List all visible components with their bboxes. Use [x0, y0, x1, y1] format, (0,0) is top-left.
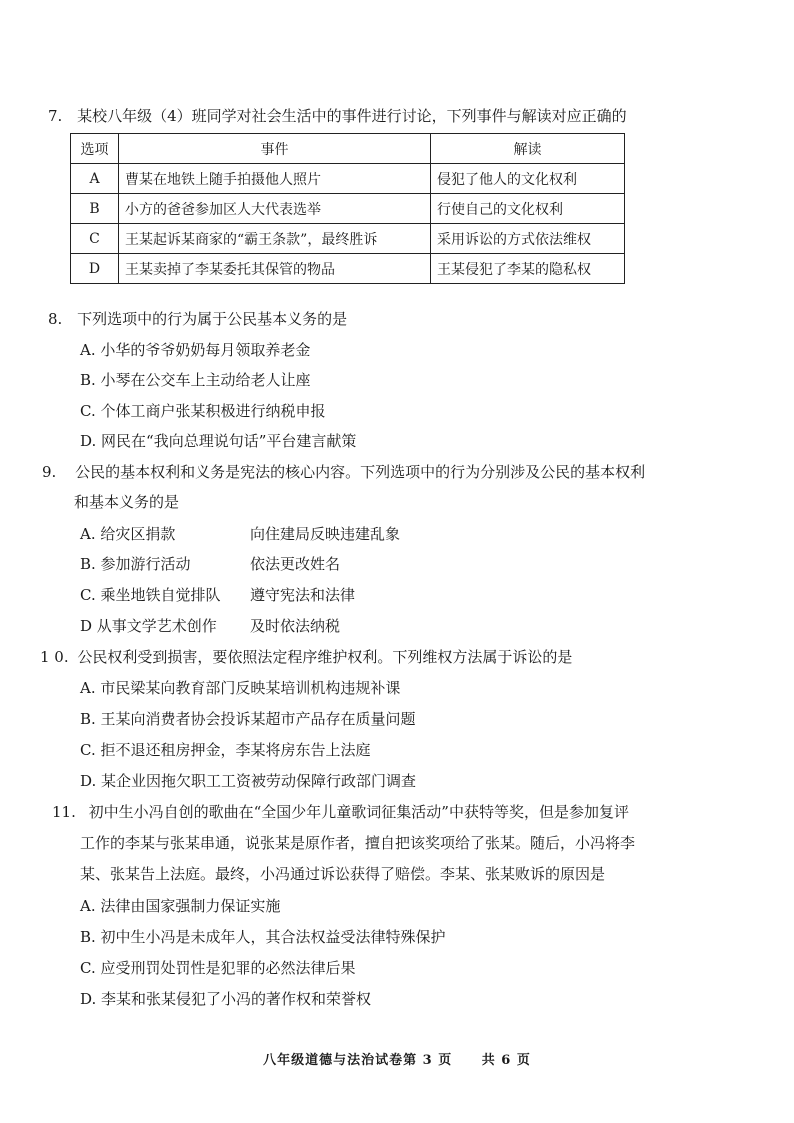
table-header-cell: 选项 — [71, 134, 119, 164]
option-right: 向住建局反映违建乱象 — [250, 525, 401, 543]
option-a — [80, 524, 401, 544]
option-a: A. 市民梁某向教育部门反映某培训机构违规补课 — [80, 679, 401, 697]
table-header-cell: 事件 — [119, 134, 431, 164]
option-right: 依法更改姓名 — [250, 555, 341, 573]
question-text-continued: 某、张某告上法庭。最终，小冯通过诉讼获得了赔偿。李某、张某败诉的原因是 — [80, 865, 606, 883]
option-left: B. 参加游行活动 — [80, 555, 191, 573]
option-b — [80, 554, 341, 574]
question-number: 7. — [48, 107, 63, 125]
option-d: D. 某企业因拖欠职工工资被劳动保障行政部门调查 — [80, 772, 417, 790]
table-cell: 曹某在地铁上随手拍摄他人照片 — [119, 164, 431, 194]
page-footer — [0, 1049, 794, 1068]
option-left: A. 给灾区捐款 — [80, 525, 176, 543]
question-11 — [52, 802, 629, 822]
table-cell: A — [71, 164, 119, 194]
question-number: 1 0. — [40, 648, 69, 666]
question-9 — [42, 462, 645, 482]
table-cell: 小方的爸爸参加区人大代表选举 — [119, 194, 431, 224]
option-c — [80, 585, 356, 605]
table-cell: 行使自己的文化权利 — [431, 194, 625, 224]
question-7-table — [70, 133, 625, 284]
table-cell: D — [71, 254, 119, 284]
option-c: C. 应受刑罚处罚性是犯罪的必然法律后果 — [80, 959, 356, 977]
question-8 — [48, 309, 347, 329]
question-text: 某校八年级（4）班同学对社会生活中的事件进行讨论，下列事件与解读对应正确的 — [77, 107, 627, 125]
option-right: 遵守宪法和法律 — [250, 586, 356, 604]
option-d — [80, 616, 341, 636]
question-text: 下列选项中的行为属于公民基本义务的是 — [77, 310, 348, 328]
table-cell: 侵犯了他人的文化权利 — [431, 164, 625, 194]
option-left: C. 乘坐地铁自觉排队 — [80, 586, 221, 604]
option-c: C. 个体工商户张某积极进行纳税申报 — [80, 402, 326, 420]
table-row — [71, 224, 625, 254]
table-cell: 王某卖掉了李某委托其保管的物品 — [119, 254, 431, 284]
question-text-continued: 工作的李某与张某串通，说张某是原作者，擅自把该奖项给了张某。随后，小冯将李 — [80, 834, 636, 852]
question-text: 公民权利受到损害，要依照法定程序维护权利。下列维权方法属于诉讼的是 — [77, 648, 573, 666]
question-number: 9. — [42, 463, 57, 481]
option-right: 及时依法纳税 — [250, 617, 341, 635]
table-cell: 王某侵犯了李某的隐私权 — [431, 254, 625, 284]
table-cell: B — [71, 194, 119, 224]
table-cell: 王某起诉某商家的“霸王条款”，最终胜诉 — [119, 224, 431, 254]
question-text: 初中生小冯自创的歌曲在“全国少年儿童歌词征集活动”中获特等奖，但是参加复评 — [88, 803, 629, 821]
option-b: B. 小琴在公交车上主动给老人让座 — [80, 371, 311, 389]
question-text: 公民的基本权利和义务是宪法的核心内容。下列选项中的行为分别涉及公民的基本权利 — [75, 463, 646, 481]
question-10 — [40, 647, 572, 667]
question-7 — [48, 106, 627, 126]
question-number: 11. — [52, 803, 76, 821]
table-header-row — [71, 134, 625, 164]
footer-total-pages: 共 6 页 — [481, 1053, 531, 1068]
option-b: B. 初中生小冯是未成年人，其合法权益受法律特殊保护 — [80, 928, 446, 946]
footer-title: 八年级道德与法治试卷第 3 页 — [263, 1053, 453, 1068]
table-row — [71, 164, 625, 194]
table-cell: 采用诉讼的方式依法维权 — [431, 224, 625, 254]
table-cell: C — [71, 224, 119, 254]
option-d: D. 李某和张某侵犯了小冯的著作权和荣誉权 — [80, 990, 372, 1008]
question-text-continued: 和基本义务的是 — [74, 493, 180, 511]
table-row — [71, 254, 625, 284]
option-b: B. 王某向消费者协会投诉某超市产品存在质量问题 — [80, 710, 416, 728]
option-a: A. 小华的爷爷奶奶每月领取养老金 — [80, 341, 311, 359]
table-row — [71, 194, 625, 224]
option-left: D 从事文学艺术创作 — [80, 617, 217, 635]
option-c: C. 拒不退还租房押金，李某将房东告上法庭 — [80, 741, 371, 759]
option-a: A. 法律由国家强制力保证实施 — [80, 897, 281, 915]
question-number: 8. — [48, 310, 63, 328]
table-header-cell: 解读 — [431, 134, 625, 164]
option-d: D. 网民在“我向总理说句话”平台建言献策 — [80, 432, 357, 450]
